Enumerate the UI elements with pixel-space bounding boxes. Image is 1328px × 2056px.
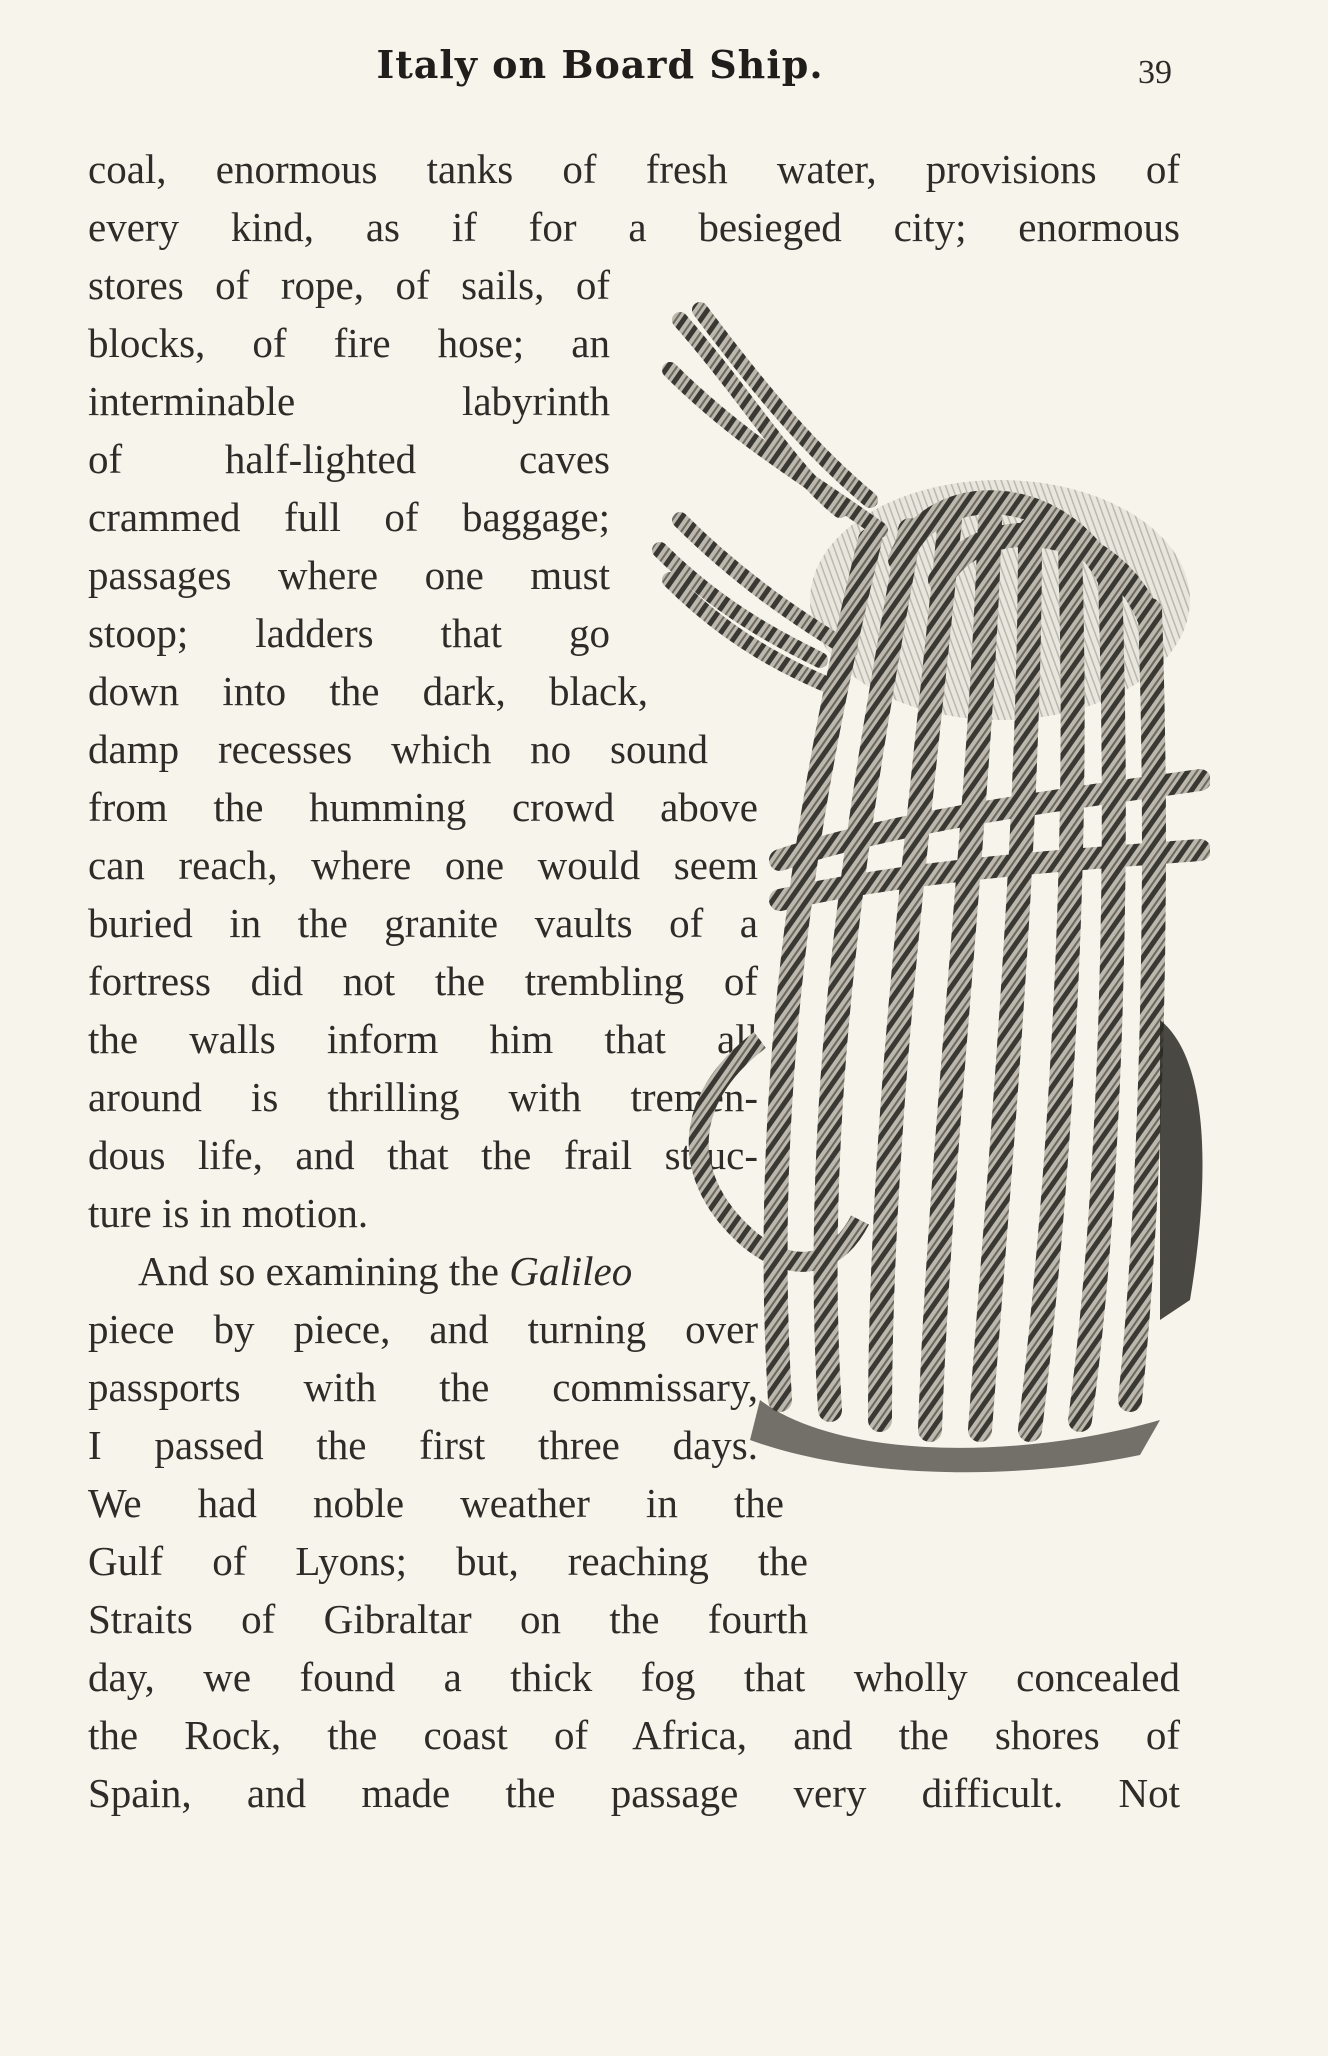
- text-line: of half-lighted caves: [88, 436, 610, 482]
- text-line: day, we found a thick fog that wholly concealed: [88, 1654, 1180, 1700]
- text-span: And so examining the: [138, 1248, 510, 1294]
- coiled-rope-icon: [640, 280, 1210, 1550]
- text-line: We had noble weather in the: [88, 1480, 784, 1526]
- text-line: Straits of Gibraltar on the fourth: [88, 1596, 808, 1642]
- text-line: the Rock, the coast of Africa, and the shores of: [88, 1712, 1180, 1758]
- text-line: passages where one must: [88, 552, 610, 598]
- text-line: Spain, and made the passage very difficult. Not: [88, 1770, 1180, 1816]
- text-line: the walls inform him that all: [88, 1016, 758, 1062]
- text-line: from the humming crowd above: [88, 784, 758, 830]
- text-line: dous life, and that the frail struc-: [88, 1132, 758, 1178]
- running-header: Italy on Board Ship.: [376, 42, 824, 87]
- text-line: [138, 1242, 632, 1300]
- text-line: ture is in motion.: [88, 1190, 369, 1236]
- text-line: down into the dark, black,: [88, 668, 648, 714]
- text-line: can reach, where one would seem: [88, 842, 758, 888]
- text-line: stoop; ladders that go: [88, 610, 610, 656]
- text-line: blocks, of fire hose; an: [88, 320, 610, 366]
- text-line: fortress did not the trembling of: [88, 958, 758, 1004]
- text-line: I passed the first three days.: [88, 1422, 758, 1468]
- text-line: stores of rope, of sails, of: [88, 262, 610, 308]
- text-line: around is thrilling with tremen-: [88, 1074, 758, 1120]
- text-line: coal, enormous tanks of fresh water, provisions of: [88, 146, 1180, 192]
- text-line: passports with the commissary,: [88, 1364, 758, 1410]
- text-line: damp recesses which no sound: [88, 726, 708, 772]
- text-line: every kind, as if for a besieged city; enormous: [88, 204, 1180, 250]
- text-line: interminable labyrinth: [88, 378, 610, 424]
- ship-name: Galileo: [509, 1248, 633, 1294]
- text-line: buried in the granite vaults of a: [88, 900, 758, 946]
- text-line: piece by piece, and turning over: [88, 1306, 758, 1352]
- page-number: 39: [1138, 54, 1172, 91]
- text-line: crammed full of baggage;: [88, 494, 610, 540]
- text-line: Gulf of Lyons; but, reaching the: [88, 1538, 808, 1584]
